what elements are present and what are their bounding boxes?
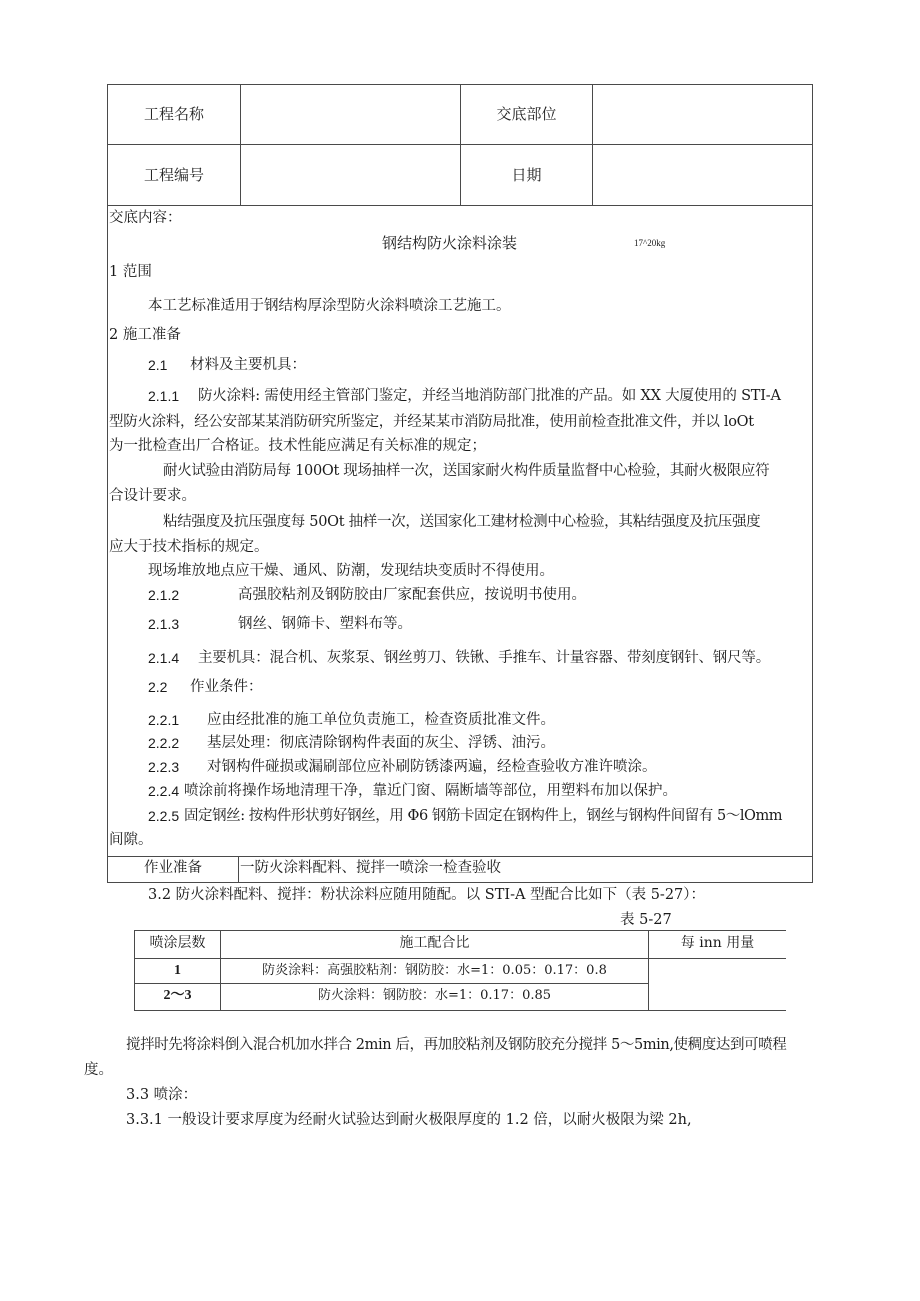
mixing-text-line2: 度。 [84, 1062, 113, 1078]
item-2-1-2-text: 高强胶粘剂及钢防胶由厂家配套供应，按说明书使用。 [238, 587, 586, 603]
item-2-1-1-number: 2.1.1 [148, 388, 180, 404]
table-col-divider [238, 856, 239, 882]
document-title: 钢结构防火涂料涂装 [382, 234, 518, 252]
section-1-text: 本工艺标准适用于钢结构厚涂型防火涂料喷涂工艺施工。 [148, 298, 511, 314]
mixing-text-line1: 搅拌时先将涂料倒入混合机加水拌合 2min 后，再加胶粘剂及钢防胶充分搅拌 5～5min,使稠度达到可喷程 [126, 1037, 787, 1053]
item-2-2-4-number: 2.2.4 [148, 783, 180, 799]
project-number-label: 工程编号 [143, 166, 204, 184]
table-col-divider [460, 84, 461, 205]
storage-text: 现场堆放地点应干燥、通风、防潮，发现结块变质时不得使用。 [148, 563, 554, 579]
item-2-2-5-line1: 固定钢丝: 按构件形状剪好钢丝，用 Φ6 钢筋卡固定在钢构件上，钢丝与钢构件间留有 5～lOmm [184, 808, 783, 824]
mix-table-header-ratio: 施工配合比 [399, 935, 470, 951]
item-2-1-4-text: 主要机具：混合机、灰浆泵、钢丝剪刀、铁锹、手推车、计量容器、带刻度钢针、钢尺等。 [198, 650, 770, 666]
item-2-2-3-number: 2.2.3 [148, 759, 180, 775]
item-2-1-1-line2: 型防火涂料，经公安部某某消防研究所鉴定，并经某某市消防局批准，使用前检查批准文件，并以 loOt [109, 414, 754, 430]
item-2-2-number: 2.2 [148, 679, 168, 695]
table-border-right [812, 84, 813, 883]
intro-label: 交底内容： [109, 210, 182, 226]
item-2-1-text: 材料及主要机具： [190, 357, 306, 373]
mix-table-row-1-ratio: 防炎涂料：高强胶粘剂：钢防胶：水=1：0.05：0.17：0.8 [262, 963, 607, 978]
mix-table-header-usage: 每 inn 用量 [680, 935, 755, 951]
title-note: 17^20kg [634, 238, 666, 248]
item-2-1-2-number: 2.1.2 [148, 587, 180, 603]
item-2-2-1-number: 2.2.1 [148, 712, 180, 728]
mix-table-border-bottom [134, 1010, 786, 1011]
process-row-value: 一防火涂料配料、搅拌一喷涂一检查验收 [240, 860, 501, 876]
section-2-heading: 2 施工准备 [109, 327, 181, 343]
item-2-2-5-line2: 间隙。 [109, 832, 153, 848]
item-2-1-3-number: 2.1.3 [148, 616, 180, 632]
section-3-2-text: 3.2 防火涂料配料、搅拌：粉状涂料应随用随配。以 STI-A 型配合比如下（表 5-27）： [148, 887, 706, 903]
table-row-divider [107, 205, 813, 206]
section-3-3-1-text: 3.3.1 一般设计要求厚度为经耐火试验达到耐火极限厚度的 1.2 倍，以耐火极限为梁 2h, [126, 1112, 692, 1128]
mix-table-row-2-layers: 2～3 [163, 988, 192, 1003]
item-2-2-4-text: 喷涂前将操作场地清理干净，靠近门窗、隔断墙等部位，用塑料布加以保护。 [184, 783, 677, 799]
bond-strength-line1: 粘结强度及抗压强度每 50Ot 抽样一次，送国家化工建材检测中心检验，其粘结强度及抗压强度 [163, 514, 761, 530]
fire-test-line1: 耐火试验由消防局每 100Ot 现场抽样一次，送国家耐火构件质量监督中心检验，其耐火极限应符 [163, 463, 770, 479]
process-row-label: 作业准备 [144, 860, 202, 876]
item-2-1-number: 2.1 [148, 357, 168, 373]
item-2-2-1-text: 应由经批准的施工单位负责施工，检查资质批准文件。 [207, 712, 555, 728]
table-col-divider [240, 84, 241, 205]
item-2-2-2-text: 基层处理：彻底清除钢构件表面的灰尘、浮锈、油污。 [207, 735, 555, 751]
table-border-left [107, 84, 108, 883]
table-row-divider [107, 856, 813, 857]
bond-strength-line2: 应大于技术指标的规定。 [109, 539, 269, 555]
item-2-2-5-number: 2.2.5 [148, 808, 180, 824]
item-2-2-text: 作业条件： [190, 679, 263, 695]
section-1-heading: 1 范围 [109, 264, 152, 280]
date-label: 日期 [511, 166, 542, 184]
table-caption: 表 5-27 [620, 912, 672, 928]
table-col-divider [592, 84, 593, 205]
item-2-1-4-number: 2.1.4 [148, 650, 180, 666]
mix-table-row-1-layers: 1 [174, 963, 181, 978]
mix-table-row-divider [134, 983, 648, 984]
table-border-bottom [107, 882, 813, 883]
mix-table-header-layers: 喷涂层数 [149, 935, 206, 951]
item-2-1-3-text: 钢丝、钢筛卡、塑料布等。 [238, 616, 412, 632]
section-3-3-heading: 3.3 喷涂： [126, 1087, 198, 1103]
mix-table-border-top [134, 930, 786, 931]
handover-location-label: 交底部位 [496, 105, 557, 123]
mix-table-header-divider [134, 958, 786, 959]
item-2-2-3-text: 对钢构件碰损或漏刷部位应补刷防锈漆两遍，经检查验收方准许喷涂。 [207, 759, 657, 775]
project-name-label: 工程名称 [143, 105, 204, 123]
item-2-2-2-number: 2.2.2 [148, 735, 180, 751]
item-2-1-1-line3: 为一批检查出厂合格证。技术性能应满足有关标准的规定； [109, 438, 486, 454]
fire-test-line2: 合设计要求。 [109, 488, 196, 504]
item-2-1-1-line1: 防火涂料: 需使用经主管部门鉴定，并经当地消防部门批准的产品。如 XX 大厦使用的 STI-A [198, 388, 781, 404]
mix-table-row-2-ratio: 防火涂料：钢防胶：水=1：0.17：0.85 [317, 988, 552, 1003]
